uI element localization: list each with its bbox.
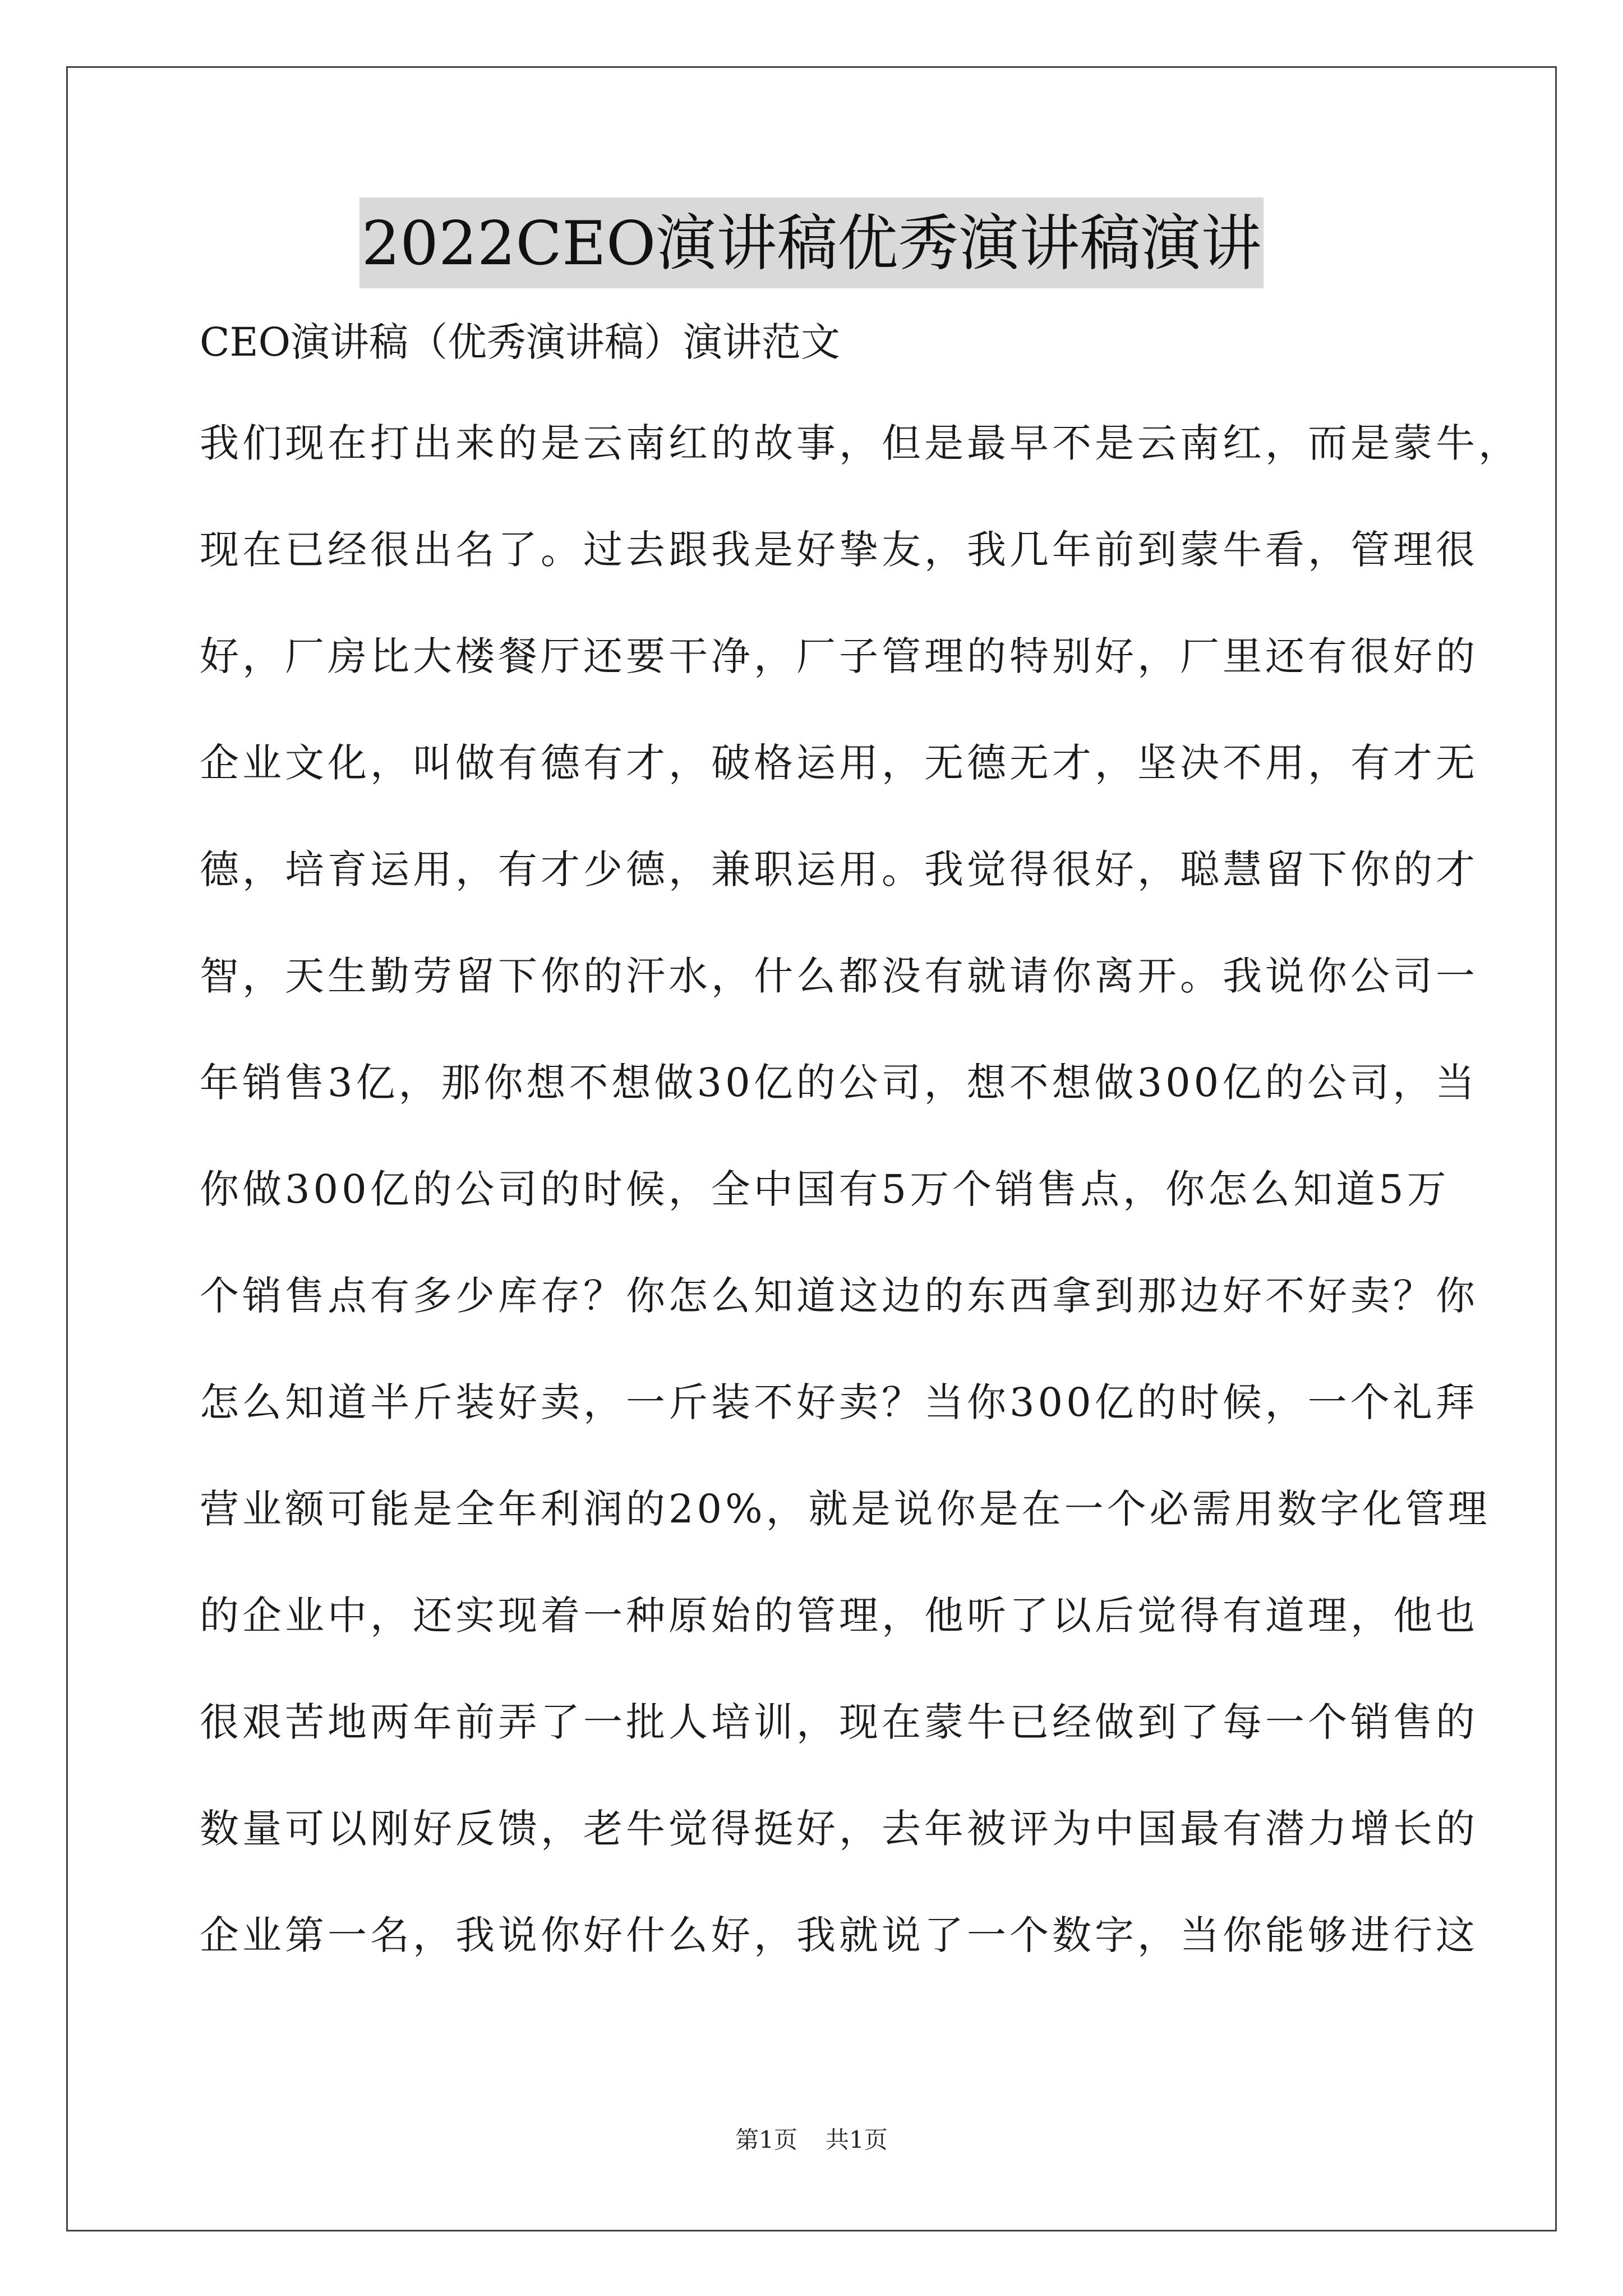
paragraph-line: 营业额可能是全年利润的20%，就是说你是在一个必需用数字化管理 bbox=[200, 1486, 1491, 1532]
paragraph-line: 德，培育运用，有才少德，兼职运用。我觉得很好，聪慧留下你的才 bbox=[200, 846, 1478, 892]
title-container bbox=[0, 197, 1623, 288]
document-title: 2022CEO演讲稿优秀演讲稿演讲 bbox=[359, 197, 1264, 288]
paragraph-line: 怎么知道半斤装好卖，一斤装不好卖？当你300亿的时候，一个礼拜 bbox=[200, 1379, 1478, 1425]
paragraph-line: 企业第一名，我说你好什么好，我就说了一个数字，当你能够进行这 bbox=[200, 1912, 1478, 1958]
page-number: 第1页 bbox=[735, 2126, 797, 2154]
paragraph-line: 的企业中，还实现着一种原始的管理，他听了以后觉得有道理，他也 bbox=[200, 1593, 1478, 1639]
page-footer bbox=[0, 2123, 1623, 2157]
paragraph-line: 数量可以刚好反馈，老牛觉得挺好，去年被评为中国最有潜力增长的 bbox=[200, 1806, 1478, 1852]
paragraph-line: 很艰苦地两年前弄了一批人培训，现在蒙牛已经做到了每一个销售的 bbox=[200, 1699, 1478, 1745]
paragraph-line: 年销售3亿，那你想不想做30亿的公司，想不想做300亿的公司，当 bbox=[200, 1060, 1478, 1106]
page-total: 共1页 bbox=[826, 2126, 888, 2154]
document-subtitle: CEO演讲稿（优秀演讲稿）演讲范文 bbox=[200, 319, 841, 365]
paragraph-line: 我们现在打出来的是云南红的故事，但是最早不是云南红，而是蒙牛， bbox=[200, 420, 1521, 466]
paragraph-line: 个销售点有多少库存？你怎么知道这边的东西拿到那边好不好卖？你 bbox=[200, 1273, 1478, 1319]
paragraph-line: 智，天生勤劳留下你的汗水，什么都没有就请你离开。我说你公司一 bbox=[200, 953, 1478, 999]
paragraph-line: 企业文化，叫做有德有才，破格运用，无德无才，坚决不用，有才无 bbox=[200, 740, 1478, 786]
paragraph-line: 好，厂房比大楼餐厅还要干净，厂子管理的特别好，厂里还有很好的 bbox=[200, 633, 1478, 679]
body-text bbox=[200, 415, 1521, 2014]
paragraph-line: 你做300亿的公司的时候，全中国有5万个销售点，你怎么知道5万 bbox=[200, 1166, 1450, 1212]
paragraph-line: 现在已经很出名了。过去跟我是好挚友，我几年前到蒙牛看，管理很 bbox=[200, 527, 1478, 573]
